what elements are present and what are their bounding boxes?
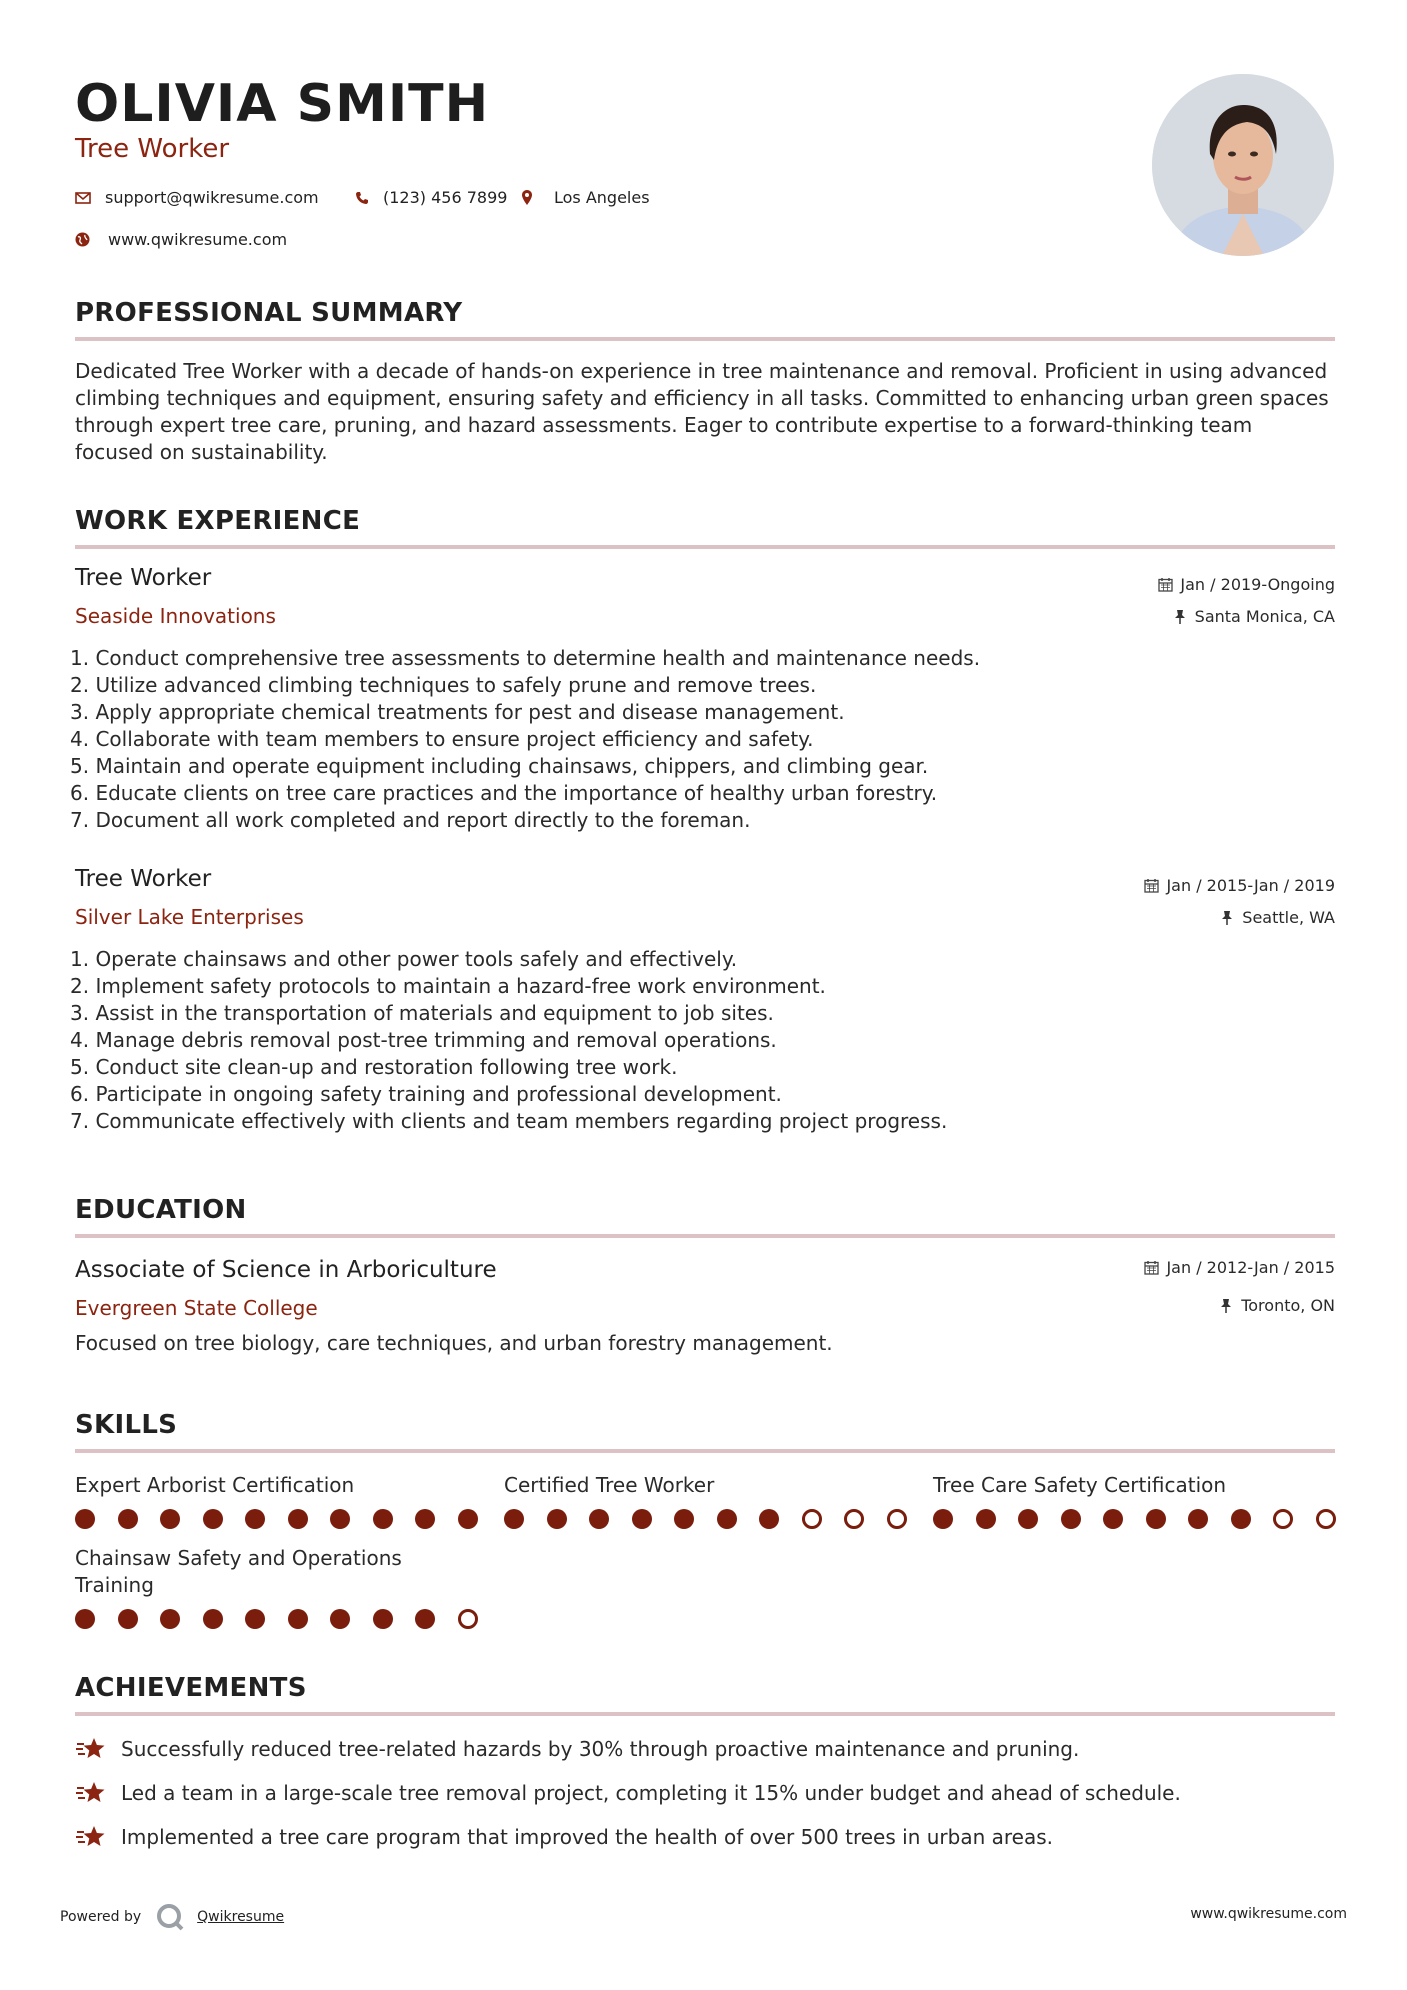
rating-dot-filled (245, 1609, 265, 1629)
rating-dot-filled (330, 1609, 350, 1629)
skill-rating (75, 1509, 500, 1529)
contact-website[interactable] (75, 230, 287, 249)
rating-dot-empty (1273, 1509, 1293, 1529)
list-item: 7. Document all work completed and report directly to the foreman. (70, 808, 751, 832)
footer-website-link[interactable]: www.qwikresume.com (1190, 1906, 1347, 1922)
rating-dot-filled (976, 1509, 996, 1529)
skills-heading: SKILLS (75, 1410, 178, 1440)
rating-dot-empty (887, 1509, 907, 1529)
rating-dot-filled (1018, 1509, 1038, 1529)
rating-dot-filled (759, 1509, 779, 1529)
rating-dot-filled (458, 1509, 478, 1529)
education-degree: Associate of Science in Arboriculture (75, 1257, 497, 1283)
education-location-text: Toronto, ON (1241, 1296, 1335, 1315)
education-school: Evergreen State College (75, 1296, 318, 1320)
rating-dot-filled (1231, 1509, 1251, 1529)
website-text: www.qwikresume.com (108, 230, 288, 249)
list-item: 2. Implement safety protocols to maintain a hazard-free work environment. (70, 974, 826, 998)
job-1-duties (70, 645, 1270, 834)
education-location (1220, 1296, 1335, 1315)
summary-heading: PROFESSIONAL SUMMARY (75, 298, 463, 328)
rating-dot-filled (75, 1509, 95, 1529)
rating-dot-filled (632, 1509, 652, 1529)
rating-dot-filled (330, 1509, 350, 1529)
footer-powered-by (60, 1902, 284, 1932)
skill-item (75, 1472, 500, 1529)
location-text: Los Angeles (554, 188, 650, 207)
achievement-text: Implemented a tree care program that improved the health of over 500 trees in urban areas. (121, 1825, 1053, 1849)
achievement-text: Successfully reduced tree-related hazards by 30% through proactive maintenance and pruning. (121, 1737, 1080, 1761)
rating-dot-filled (160, 1609, 180, 1629)
pushpin-icon (1220, 1298, 1232, 1313)
list-item: 4. Collaborate with team members to ensure project efficiency and safety. (70, 727, 814, 751)
rating-dot-filled (203, 1509, 223, 1529)
experience-divider (75, 545, 1335, 549)
rating-dot-filled (288, 1609, 308, 1629)
skill-rating (933, 1509, 1358, 1529)
list-item: 3. Assist in the transportation of materials and equipment to job sites. (70, 1001, 774, 1025)
skill-name: Tree Care Safety Certification (933, 1473, 1227, 1497)
list-item: 6. Educate clients on tree care practices and the importance of healthy urban forestry. (70, 781, 938, 805)
achievement-item (75, 1824, 1053, 1850)
envelope-icon (75, 192, 91, 204)
skill-name: Expert Arborist Certification (75, 1473, 355, 1497)
pushpin-icon (1174, 609, 1186, 624)
calendar-icon (1144, 878, 1159, 893)
skill-item (75, 1545, 500, 1629)
rating-dot-filled (547, 1509, 567, 1529)
achievements-heading: ACHIEVEMENTS (75, 1673, 307, 1703)
rating-dot-filled (203, 1609, 223, 1629)
job-2-title: Tree Worker (75, 866, 212, 892)
education-description: Focused on tree biology, care techniques, and urban forestry management. (75, 1331, 833, 1355)
rating-dot-filled (118, 1509, 138, 1529)
rating-dot-filled (674, 1509, 694, 1529)
skill-name: Chainsaw Safety and Operations Training (75, 1546, 402, 1597)
contact-email[interactable] (75, 188, 319, 207)
profile-photo (1152, 74, 1334, 256)
skill-item (504, 1472, 929, 1529)
phone-text: (123) 456 7899 (383, 188, 508, 207)
achievement-item (75, 1780, 1181, 1806)
rating-dot-filled (717, 1509, 737, 1529)
portrait-illustration (1152, 74, 1334, 256)
skill-name: Certified Tree Worker (504, 1473, 715, 1497)
experience-heading: WORK EXPERIENCE (75, 506, 361, 536)
contact-location (522, 188, 650, 207)
rating-dot-filled (373, 1609, 393, 1629)
rating-dot-empty (844, 1509, 864, 1529)
candidate-title: Tree Worker (75, 134, 230, 164)
education-heading: EDUCATION (75, 1195, 247, 1225)
rating-dot-empty (802, 1509, 822, 1529)
calendar-icon (1158, 577, 1173, 592)
rating-dot-filled (415, 1609, 435, 1629)
rating-dot-filled (1061, 1509, 1081, 1529)
powered-by-label: Powered by (60, 1909, 142, 1925)
job-1-title: Tree Worker (75, 565, 212, 591)
rating-dot-filled (1188, 1509, 1208, 1529)
achievement-item (75, 1736, 1079, 1762)
achievements-divider (75, 1712, 1335, 1716)
footer-brand-link[interactable]: Qwikresume (197, 1909, 285, 1925)
skills-divider (75, 1449, 1335, 1453)
summary-text: Dedicated Tree Worker with a decade of hands-on experience in tree maintenance and removal. Proficient in using advanced climbing techniques and equipment, ensuring safety and efficiency in all tasks. Committed to enhancing urban green spaces through expert tree care, pruning, and hazard assessments. Eager to contribute expertise to a forward-thinking team focused on sustainability. (75, 359, 1329, 464)
list-item: 7. Communicate effectively with clients and team members regarding project progress. (70, 1109, 948, 1133)
job-2-dates (1144, 876, 1335, 895)
summary-divider (75, 337, 1335, 341)
job-1-location-text: Santa Monica, CA (1194, 607, 1335, 626)
star-award-icon (75, 1780, 107, 1806)
map-pin-icon (522, 190, 532, 205)
rating-dot-filled (589, 1509, 609, 1529)
rating-dot-filled (75, 1609, 95, 1629)
job-1-location (1174, 607, 1335, 626)
job-2-location-text: Seattle, WA (1242, 908, 1335, 927)
calendar-icon (1144, 1260, 1159, 1275)
rating-dot-filled (933, 1509, 953, 1529)
job-2-company: Silver Lake Enterprises (75, 905, 304, 929)
rating-dot-filled (415, 1509, 435, 1529)
list-item: 3. Apply appropriate chemical treatments for pest and disease management. (70, 700, 845, 724)
job-1-dates-text: Jan / 2019-Ongoing (1180, 575, 1335, 594)
education-dates-text: Jan / 2012-Jan / 2015 (1166, 1258, 1335, 1277)
job-1-dates (1158, 575, 1335, 594)
education-dates (1144, 1258, 1335, 1277)
job-1-company: Seaside Innovations (75, 604, 276, 628)
candidate-name: OLIVIA SMITH (75, 74, 490, 134)
globe-icon (75, 232, 90, 247)
rating-dot-filled (118, 1609, 138, 1629)
rating-dot-filled (245, 1509, 265, 1529)
rating-dot-filled (373, 1509, 393, 1529)
list-item: 6. Participate in ongoing safety training and professional development. (70, 1082, 782, 1106)
achievement-text: Led a team in a large-scale tree removal project, completing it 15% under budget and ahead of schedule. (121, 1781, 1181, 1805)
pushpin-icon (1221, 910, 1233, 925)
job-2-duties (70, 946, 1270, 1135)
list-item: 4. Manage debris removal post-tree trimming and removal operations. (70, 1028, 777, 1052)
rating-dot-empty (458, 1609, 478, 1629)
rating-dot-filled (504, 1509, 524, 1529)
list-item: 2. Utilize advanced climbing techniques to safely prune and remove trees. (70, 673, 817, 697)
skill-item (933, 1472, 1358, 1529)
email-text: support@qwikresume.com (105, 188, 319, 207)
rating-dot-filled (288, 1509, 308, 1529)
skill-rating (504, 1509, 929, 1529)
list-item: 1. Conduct comprehensive tree assessments to determine health and maintenance needs. (70, 646, 981, 670)
list-item: 5. Maintain and operate equipment including chainsaws, chippers, and climbing gear. (70, 754, 929, 778)
rating-dot-filled (160, 1509, 180, 1529)
list-item: 1. Operate chainsaws and other power tools safely and effectively. (70, 947, 738, 971)
rating-dot-filled (1146, 1509, 1166, 1529)
star-award-icon (75, 1824, 107, 1850)
rating-dot-empty (1316, 1509, 1336, 1529)
qwikresume-logo-icon (155, 1902, 185, 1932)
skill-rating (75, 1609, 500, 1629)
rating-dot-filled (1103, 1509, 1123, 1529)
phone-icon (355, 191, 369, 205)
job-2-location (1221, 908, 1335, 927)
list-item: 5. Conduct site clean-up and restoration following tree work. (70, 1055, 678, 1079)
contact-phone[interactable] (355, 188, 507, 207)
job-2-dates-text: Jan / 2015-Jan / 2019 (1166, 876, 1335, 895)
education-divider (75, 1234, 1335, 1238)
star-award-icon (75, 1736, 107, 1762)
